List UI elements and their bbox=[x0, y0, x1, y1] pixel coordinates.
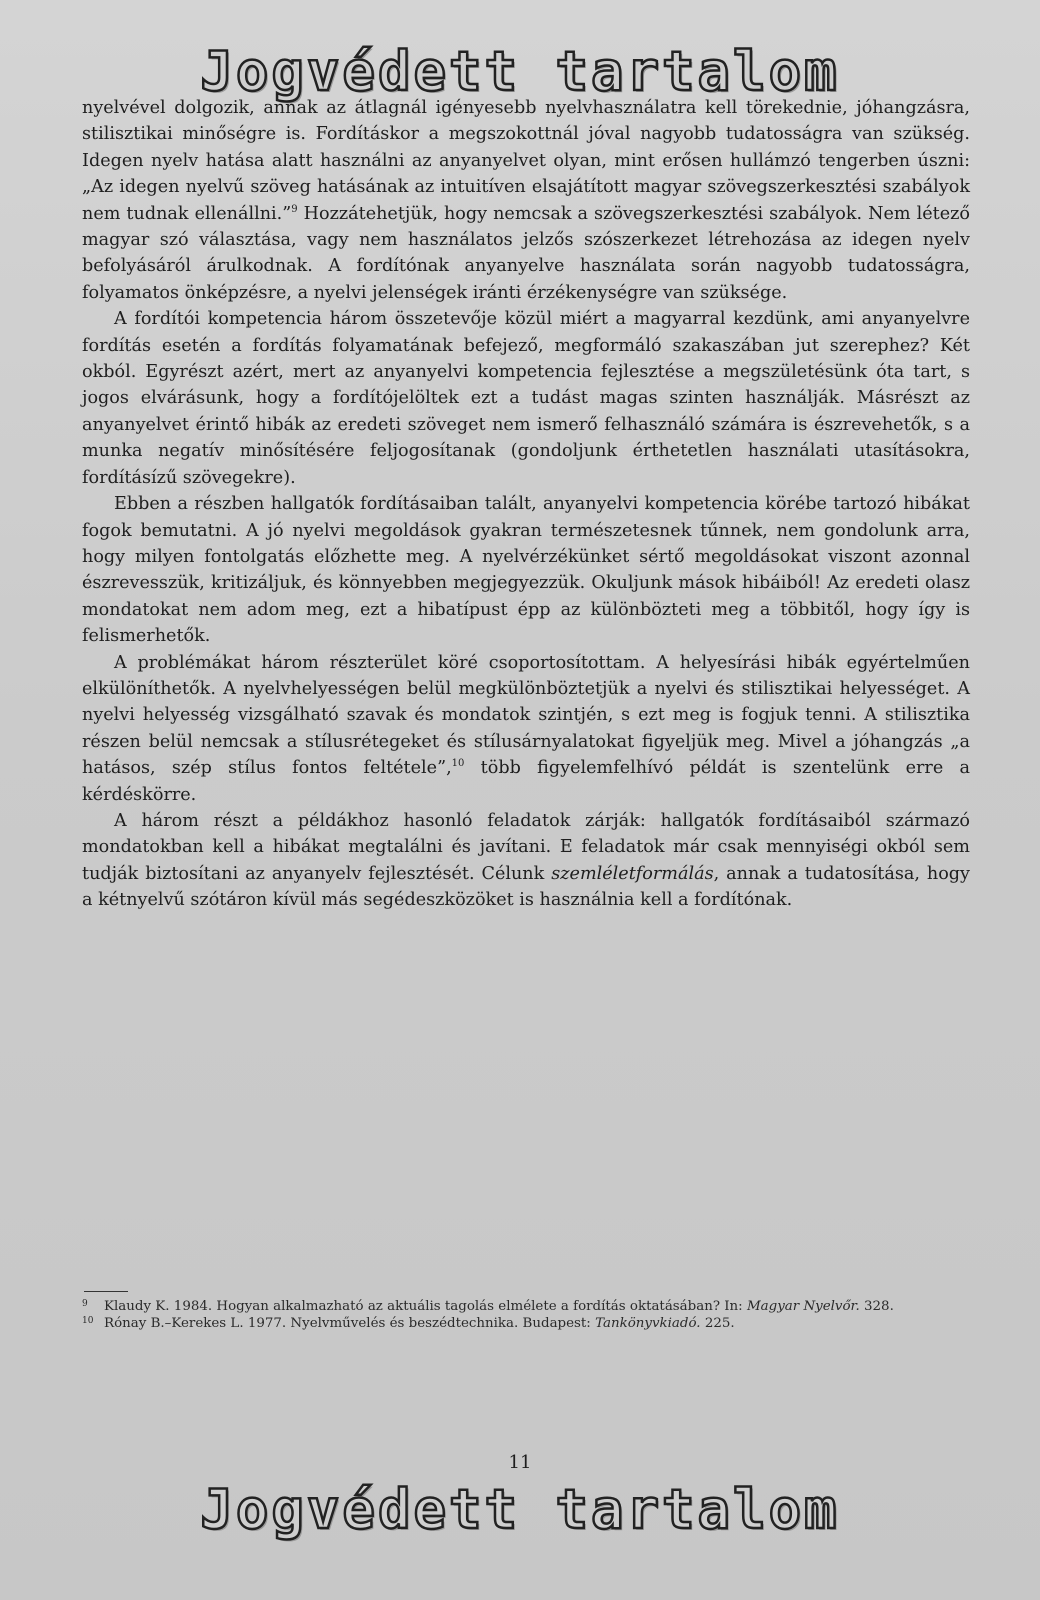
footnote-ref-10[interactable]: 10 bbox=[451, 758, 465, 770]
paragraph-4: A problémákat három részterület köré csoportosítottam. A helyesírási hibák egyértelműen elkülöníthetők. A nyelvhelyességen belül megkülönböztetjük a nyelvi és stilisztikai helyességet. A nyelvi helyesség vizsgálható szavak és mondatok szintjén, s ezt meg is fogjuk tenni. A stilisztika részen belül nemcsak a stílusrétegeket és stílusárnyalatokat figyeljük meg. Mivel a jóhangzás „a hatásos, szép stílus fontos feltétele”,$^{10}$ több figyelemfelhívó példát is szentelünk erre a kérdéskörre. bbox=[82, 652, 970, 805]
paragraph-2: A fordítói kompetencia három összetevője közül miért a magyarral kezdünk, ami anyanyelvre fordítás esetén a fordítás folyamatának befejező, megformáló szakaszában jut szerephez? Két okból. Egyrészt azért, mert az anyanyelvi kompetencia fejlesztése a megszületésünk óta tart, s jogos elvárásunk, hogy a fordítójelöltek ezt a tudást magas szinten használják. Másrészt az anyanyelvet érintő hibák az eredeti szöveget nem ismerő felhasználó számára is észrevehetők, s a munka negatív minősítésére feljogosítanak (gondoljunk érthetetlen használati utasításokra, fordításízű szövegekre). bbox=[82, 309, 970, 488]
body-text bbox=[82, 95, 970, 914]
footnote-divider bbox=[84, 1291, 128, 1292]
footnotes bbox=[82, 1298, 972, 1332]
watermark-top: Jogvédett tartalom bbox=[200, 40, 840, 103]
paragraph-3: Ebben a részben hallgatók fordításaiban talált, anyanyelvi kompetencia körébe tartozó hibákat fogok bemutatni. A jó nyelvi megoldások gyakran természetesnek tűnnek, nem gondolunk arra, hogy milyen fontolgatás előzhette meg. A nyelvérzékünket sértő megoldásokat viszont azonnal észrevesszük, kritizáljuk, és könnyebben megjegyezzük. Okuljunk mások hibáiból! Az eredeti olasz mondatokat nem adom meg, ezt a hibatípust épp az különbözteti meg a többitől, hogy így is felismerhetők. bbox=[82, 494, 970, 647]
paragraph-5: A három részt a példákhoz hasonló feladatok zárják: hallgatók fordításaiból származó mondatokban kell a hibákat megtalálni és javítani. E feladatok már csak mennyiségi okból sem tudják biztosítani az anyanyelv fejlesztését. Célunk szemléletformálás, annak a tudatosítása, hogy a kétnyelvű szótáron kívül más segédeszközöket is használnia kell a fordítónak. bbox=[82, 810, 971, 911]
paragraph-1: nyelvével dolgozik, annak az átlagnál igényesebb nyelvhasználatra kell törekednie, jóhangzásra, stilisztikai minőségre is. Fordításkor a megszokottnál jóval nagyobb tudatosságra van szükség. Idegen nyelv hatása alatt használni az anyanyelvet olyan, mint erősen hullámzó tengerben úszni: „Az idegen nyelvű szöveg hatásának az intuitíven elsajátított magyar szövegszerkesztési szabályok nem tudnak ellenállni.”$^9$ Hozzátehetjük, hogy nemcsak a szövegszerkesztési szabályok. Nem létező magyar szó választása, vagy nem használatos jelzős szószerkezet létrehozása az idegen nyelv befolyásáról árulkodnak. A fordítónak anyanyelve használata során nagyobb tudatosságra, folyamatos önképzésre, a nyelvi jelenségek iránti érzékenységre van szüksége. bbox=[82, 98, 970, 303]
footnote-9: 9 Klaudy K. 1984. Hogyan alkalmazható az aktuális tagolás elmélete a fordítás oktatásában? In: Magyar Nyelvőr. 328. bbox=[82, 1299, 894, 1314]
footnote-10: 10 Rónay B.–Kerekes L. 1977. Nyelvművelés és beszédtechnika. Budapest: Tankönyvkiadó. 225. bbox=[82, 1316, 735, 1331]
watermark-bottom: Jogvédett tartalom bbox=[200, 1478, 840, 1541]
footnote-ref-9[interactable]: 9 bbox=[291, 203, 298, 215]
page-number: 11 bbox=[508, 1452, 532, 1473]
